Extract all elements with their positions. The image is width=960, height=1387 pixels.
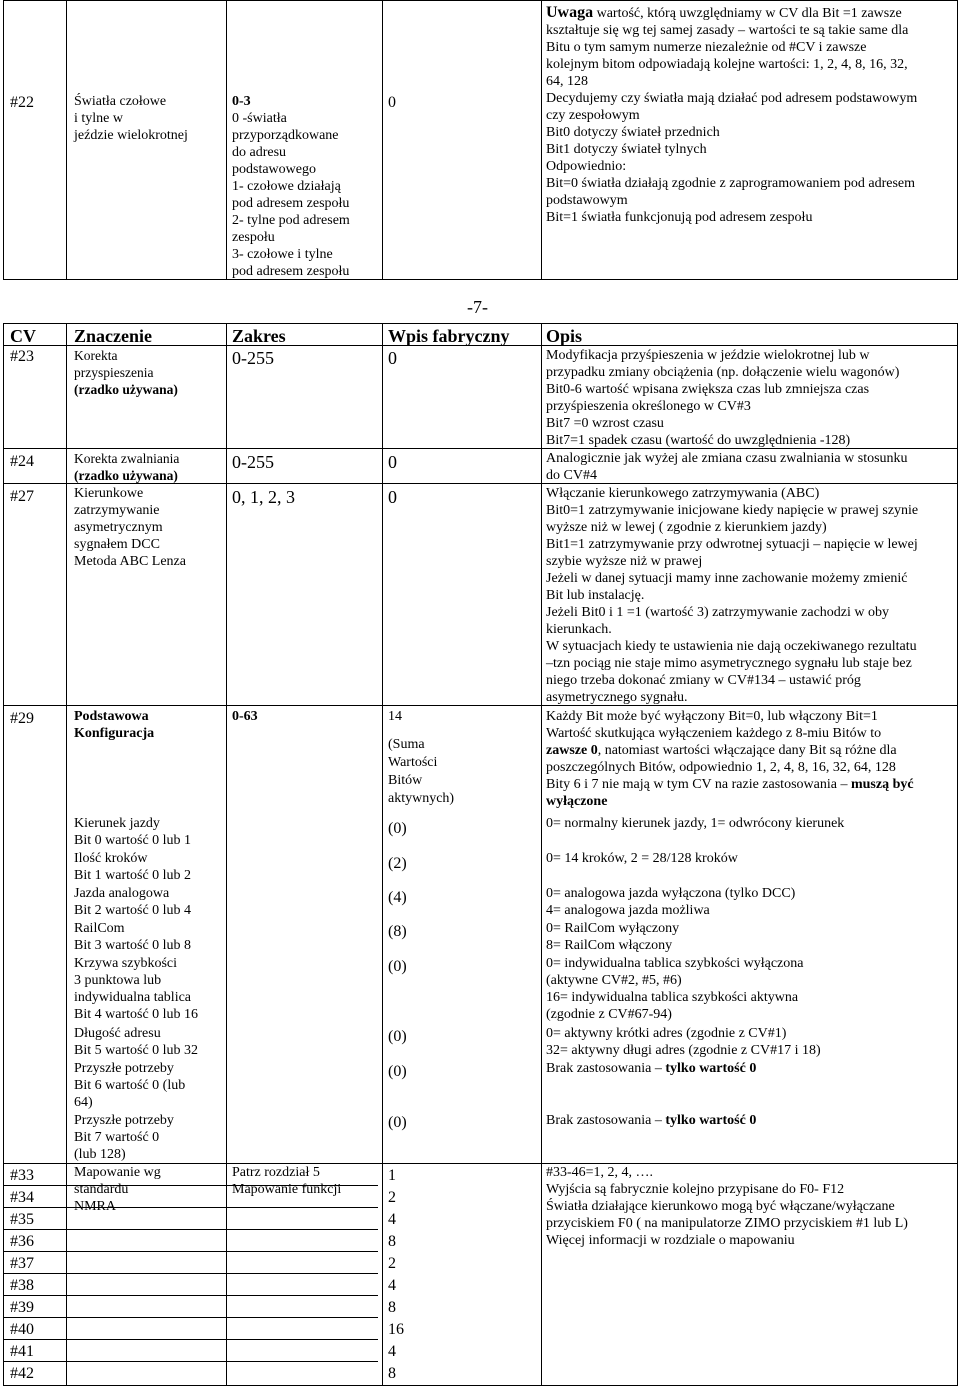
cv-default: 14 (Suma Wartości Bitów aktywnych) <box>388 709 455 806</box>
row-divider <box>3 1295 378 1296</box>
row-divider <box>3 705 958 706</box>
bit-5-desc: 0= aktywny krótki adres (zgodnie z CV#1) 32= aktywny długi adres (zgodnie z CV#17 i 18) <box>546 1026 821 1058</box>
bit-4-value: (0) <box>388 958 407 975</box>
cv-number-list: #33 #34 #35 #36 #37 #38 #39 #40 #41 #42 <box>10 1167 34 1382</box>
cv-number: #23 <box>10 348 34 365</box>
cv-meaning: Korekta zwalniania (rzadko używana) <box>74 451 180 483</box>
cv-number: #22 <box>10 94 34 111</box>
cv-description: #33-46=1, 2, 4, …. Wyjścia są fabrycznie kolejno przypisane do F0- F12 Światła działające kierunkowo mogą być włączane/wyłączane przyciskiem F0 ( na manipulatorze ZIMO przyciskiem #1 lub L) Więcej informacji w rozdziale o mapowaniu <box>546 1165 908 1248</box>
cv-description: Włączanie kierunkowego zatrzymywania (ABC) Bit0=1 zatrzymywanie inicjowane kiedy napięcie w prawej szynie wyższe niż w lewej ( zgodnie z kierunkiem jazdy) Bit1=1 zatrzymywanie przy odwrotnej sytuacji – napięcie w lewej szybie wyższe niż w prawej Jeżeli w danej sytuacji mamy inne zachowanie możemy zmienić Bit lub instalację. Jeżeli Bit0 i 1 =1 (wartość 3) zatrzymywanie zachodzi w oby kierunkach. W sytuacjach kiedy te ustawienia nie dają oczekiwanego rezultatu –tzn pociąg nie staje mimo asymetrycznego sygnału lub staje bez niego trzeba dokonać zmiany w CV#134 – ustawić próg asymetrycznego sygnału. <box>546 486 919 705</box>
cv-default: 0 <box>388 94 396 111</box>
header-default: Wpis fabryczny <box>388 326 510 346</box>
cv-meaning: Podstawowa Konfiguracja <box>74 709 155 741</box>
bit-3-desc: 0= RailCom wyłączony 8= RailCom włączony <box>546 921 680 953</box>
bit-1-value: (2) <box>388 855 407 872</box>
bit-6-name: Przyszłe potrzeby Bit 6 wartość 0 (lub 64) <box>74 1061 186 1110</box>
row-divider <box>3 345 958 346</box>
header-meaning: Znaczenie <box>74 326 152 346</box>
bit-1-name: Ilość kroków Bit 1 wartość 0 lub 2 <box>74 851 192 883</box>
bit-3-value: (8) <box>388 923 407 940</box>
bit-0-desc: 0= normalny kierunek jazdy, 1= odwrócony kierunek <box>546 816 845 831</box>
bit-7-desc: Brak zastosowania – tylko wartość 0 <box>546 1113 757 1128</box>
bit-5-name: Długość adresu Bit 5 wartość 0 lub 32 <box>74 1026 199 1058</box>
cv-range: 0-3 0 -światła przyporządkowane do adresu podstawowego 1- czołowe działają pod adresem zespołu 2- tylne pod adresem zespołu 3- czołowe i tylne pod adresem zespołu <box>232 94 350 279</box>
cv-description: Uwaga wartość, którą uwzględniamy w CV dla Bit =1 zawsze kształtuje się wg tej samej zasady – wartości te są takie same dla Bitu o tym samym numerze niezależnie od #CV i zawsze kolejnym bitom odpowiadają kolejne wartości: 1, 2, 4, 8, 16, 32, 64, 128 Decydujemy czy światła mają działać pod adresem podstawowym czy zespołowym Bit0 dotyczy świateł przednich Bit1 dotyczy świateł tylnych Odpowiednio: Bit=0 światła działają zgodnie z zaprogramowaniem pod adresem podstawowym Bit=1 światła funkcjonują pod adresem zespołu <box>546 4 918 225</box>
cv-default: 0 <box>388 452 397 472</box>
header-range: Zakres <box>232 326 286 346</box>
bit-2-desc: 0= analogowa jazda wyłączona (tylko DCC) 4= analogowa jazda możliwa <box>546 886 796 918</box>
bit-1-desc: 0= 14 kroków, 2 = 28/128 kroków <box>546 851 738 866</box>
bit-3-name: RailCom Bit 3 wartość 0 lub 8 <box>74 921 192 953</box>
cv-number: #29 <box>10 710 34 727</box>
cv-description: Analogicznie jak wyżej ale zmiana czasu zwalniania w stosunku do CV#4 <box>546 451 908 483</box>
row-divider <box>3 1207 378 1208</box>
cv-meaning: Światła czołowe i tylne w jeździe wielokrotnej <box>74 94 188 143</box>
cv-meaning: Mapowanie wg standardu NMRA <box>74 1165 161 1214</box>
bit-2-value: (4) <box>388 889 407 906</box>
row-divider <box>3 1251 378 1252</box>
cv-range: Patrz rozdział 5 Mapowanie funkcji <box>232 1165 342 1197</box>
cv-range: 0-255 <box>232 452 274 472</box>
cv-default: 0 <box>388 348 397 368</box>
cv-description: Modyfikacja przyśpieszenia w jeździe wielokrotnej lub w przypadku zmiany obciążenia (np. dołączenie wielu wagonów) Bit0-6 wartość wpisana zwiększa czas lub zmniejsza czas przyśpieszenia określonego w CV#3 Bit7 =0 wzrost czasu Bit7=1 spadek czasu (wartość do uwzględnienia -128) <box>546 348 900 448</box>
cv-range: 0, 1, 2, 3 <box>232 487 295 507</box>
cv-range: 0-255 <box>232 348 274 368</box>
bit-7-name: Przyszłe potrzeby Bit 7 wartość 0 (lub 128) <box>74 1113 174 1162</box>
row-divider <box>3 448 958 449</box>
header-cv: CV <box>10 326 36 346</box>
bit-4-name: Krzywa szybkości 3 punktowa lub indywidualna tablica Bit 4 wartość 0 lub 16 <box>74 956 199 1022</box>
row-divider <box>3 1317 378 1318</box>
cv-default-list: 1 2 4 8 2 4 8 16 4 8 <box>388 1167 404 1382</box>
cv-default: 0 <box>388 487 397 507</box>
bit-7-value: (0) <box>388 1114 407 1131</box>
row-divider <box>3 1229 378 1230</box>
row-divider <box>3 483 958 484</box>
cv-meaning: Kierunkowe zatrzymywanie asymetrycznym sygnałem DCC Metoda ABC Lenza <box>74 486 186 569</box>
cv-meaning: Korekta przyspieszenia (rzadko używana) <box>74 348 178 397</box>
bit-0-name: Kierunek jazdy Bit 0 wartość 0 lub 1 <box>74 816 192 848</box>
row-divider <box>3 1273 378 1274</box>
cv-description: Każdy Bit może być wyłączony Bit=0, lub włączony Bit=1 Wartość skutkująca wyłączeniem każdego z 8-miu Bitów to zawsze 0, natomiast wartości włączające dany Bit są różne dla poszczególnych Bitów, odpowiednio 1, 2, 4, 8, 16, 32, 64, 128 Bity 6 i 7 nie mają w tym CV na razie zastosowania – muszą być wyłączone <box>546 709 914 809</box>
row-divider <box>3 1361 378 1362</box>
bit-6-desc: Brak zastosowania – tylko wartość 0 <box>546 1061 757 1076</box>
bit-2-name: Jazda analogowa Bit 2 wartość 0 lub 4 <box>74 886 192 918</box>
bit-6-value: (0) <box>388 1063 407 1080</box>
bit-0-value: (0) <box>388 820 407 837</box>
cv-range: 0-63 <box>232 709 258 724</box>
page-number: -7- <box>467 297 488 317</box>
cv-number: #27 <box>10 488 34 505</box>
header-description: Opis <box>546 326 583 346</box>
bit-5-value: (0) <box>388 1028 407 1045</box>
row-divider <box>3 1339 378 1340</box>
cv-number: #24 <box>10 453 34 470</box>
bit-4-desc: 0= indywidualna tablica szybkości wyłączona (aktywne CV#2, #5, #6) 16= indywidualna tablica szybkości aktywna (zgodnie z CV#67-94) <box>546 956 804 1022</box>
